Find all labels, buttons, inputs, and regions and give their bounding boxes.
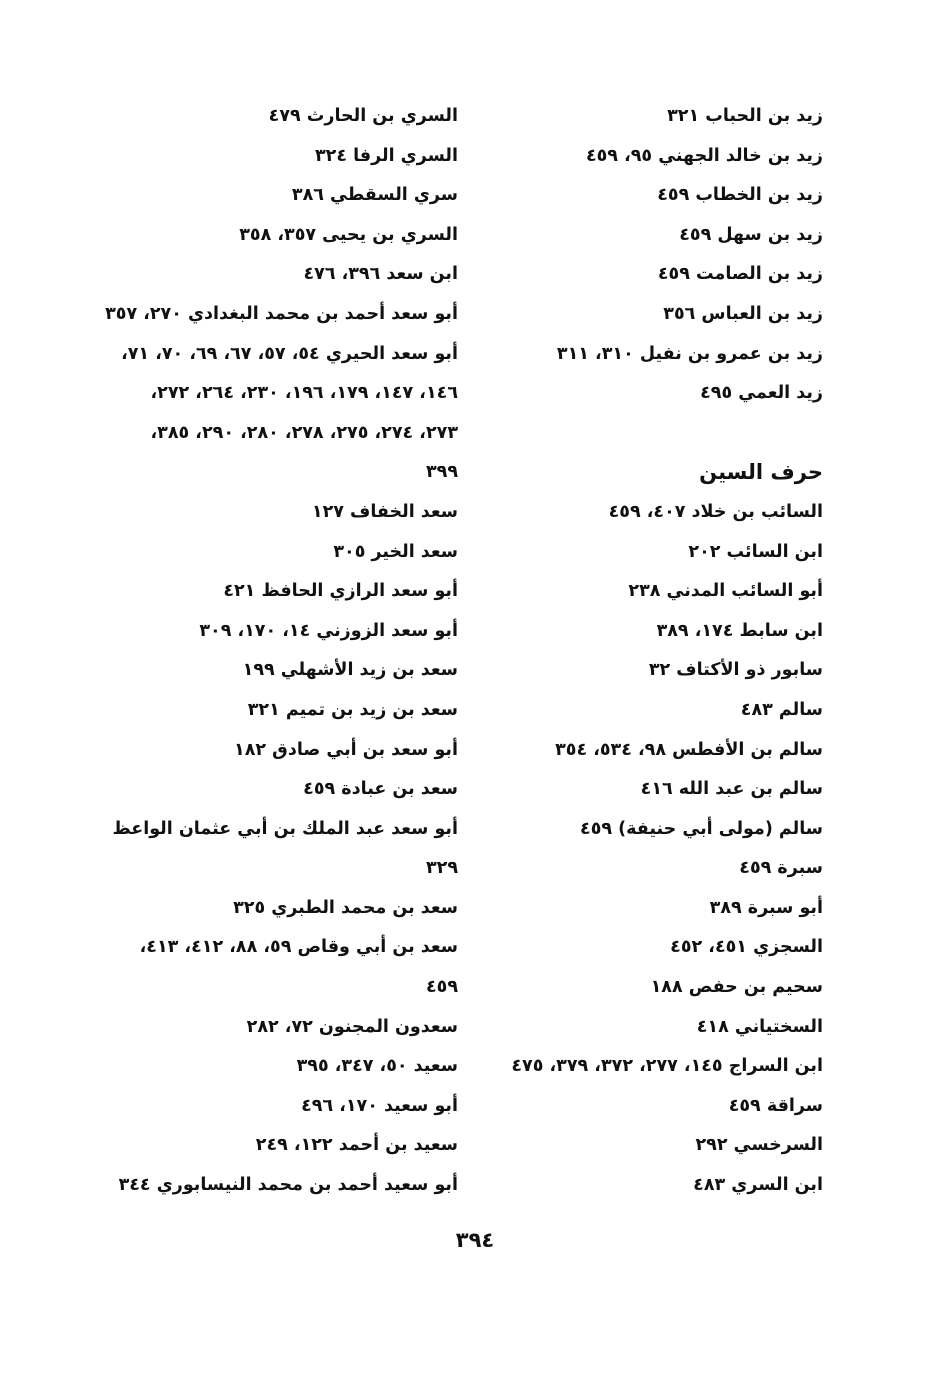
index-column-left <box>78 97 458 1206</box>
index-entry-continuation: ١٤٦، ١٤٧، ١٧٩، ١٩٦، ٢٣٠، ٢٦٤، ٢٧٢، <box>150 383 458 404</box>
index-entry: أبو سبرة ٣٨٩ <box>709 897 823 918</box>
index-entry: زيد بن الصامت ٤٥٩ <box>657 264 823 285</box>
index-entry: أبو سعد بن أبي صادق ١٨٢ <box>234 739 458 760</box>
index-entry: السختياني ٤١٨ <box>696 1016 823 1037</box>
section-spacer <box>493 414 823 454</box>
index-entry: سعيد بن أحمد ١٢٢، ٢٤٩ <box>255 1135 458 1156</box>
section-heading: حرف السين <box>699 460 823 485</box>
index-entry: سحيم بن حفص ١٨٨ <box>650 977 823 998</box>
index-entry: السجزي ٤٥١، ٤٥٢ <box>670 937 823 958</box>
index-entry: سالم بن عبد الله ٤١٦ <box>640 779 823 800</box>
index-entry: زيد بن عمرو بن نفيل ٣١٠، ٣١١ <box>556 343 823 364</box>
page-number: ٣٩٤ <box>455 1228 495 1252</box>
index-entry: سعيد ٥٠، ٣٤٧، ٣٩٥ <box>296 1056 458 1077</box>
index-entry-continuation: ٢٧٣، ٢٧٤، ٢٧٥، ٢٧٨، ٢٨٠، ٢٩٠، ٣٨٥، <box>150 422 458 443</box>
index-entry: سعد الخير ٣٠٥ <box>333 541 458 562</box>
index-entry: زيد بن خالد الجهني ٩٥، ٤٥٩ <box>585 145 823 166</box>
index-entry: السائب بن خلاد ٤٠٧، ٤٥٩ <box>608 501 823 522</box>
index-entry: سالم بن الأفطس ٩٨، ٥٣٤، ٣٥٤ <box>555 739 823 760</box>
index-entry: السري بن يحيى ٣٥٧، ٣٥٨ <box>239 224 458 245</box>
index-entry: سابور ذو الأكتاف ٣٢ <box>648 660 823 681</box>
index-entry: السرخسي ٢٩٢ <box>695 1135 823 1156</box>
index-entry: السري بن الحارث ٤٧٩ <box>268 106 458 126</box>
index-entry-continuation: ٣٩٩ <box>425 462 458 483</box>
index-entry: سري السقطي ٣٨٦ <box>291 185 458 206</box>
index-entry: زيد بن الحباب ٣٢١ <box>667 106 823 126</box>
index-entry: سعد بن زيد الأشهلي ١٩٩ <box>242 660 458 681</box>
index-entry: سراقة ٤٥٩ <box>728 1095 823 1116</box>
index-entry: أبو السائب المدني ٢٣٨ <box>628 581 823 602</box>
index-entry: زيد بن العباس ٣٥٦ <box>663 303 823 324</box>
index-entry-continuation: ٣٢٩ <box>425 858 458 879</box>
index-entry: سعد بن أبي وقاص ٥٩، ٨٨، ٤١٢، ٤١٣، <box>139 937 458 958</box>
index-entry: زيد بن الخطاب ٤٥٩ <box>657 185 823 206</box>
index-entry: أبو سعيد أحمد بن محمد النيسابوري ٣٤٤ <box>118 1175 458 1196</box>
index-entry: سالم (مولى أبي حنيفة) ٤٥٩ <box>580 818 823 839</box>
index-entry: زيد بن سهل ٤٥٩ <box>679 224 823 245</box>
index-entry: سعد الخفاف ١٢٧ <box>311 501 458 522</box>
index-entry: ابن السراج ١٤٥، ٢٧٧، ٣٧٢، ٣٧٩، ٤٧٥ <box>511 1056 823 1077</box>
index-entry: سعد بن عبادة ٤٥٩ <box>303 779 458 800</box>
index-entry: سبرة ٤٥٩ <box>739 858 823 879</box>
index-entry: أبو سعد الحيري ٥٤، ٥٧، ٦٧، ٦٩، ٧٠، ٧١، <box>121 343 458 364</box>
index-entry: سعد بن زيد بن تميم ٣٢١ <box>247 699 458 720</box>
index-entry: سعدون المجنون ٧٢، ٢٨٢ <box>246 1016 458 1037</box>
index-entry: ابن سابط ١٧٤، ٣٨٩ <box>656 620 823 641</box>
index-entry: أبو سعد الزوزني ١٤، ١٧٠، ٣٠٩ <box>199 620 458 641</box>
index-column-right <box>493 97 823 1206</box>
index-entry-continuation: ٤٥٩ <box>425 977 458 998</box>
index-entry: أبو سعد عبد الملك بن أبي عثمان الواعظ <box>112 818 458 839</box>
index-entry: زيد العمي ٤٩٥ <box>700 383 823 404</box>
index-entry: ابن السائب ٢٠٢ <box>688 541 823 562</box>
index-entry: أبو سعد الرازي الحافظ ٤٢١ <box>223 581 458 602</box>
index-entry: سعد بن محمد الطبري ٣٢٥ <box>233 897 458 918</box>
index-entry: أبو سعيد ١٧٠، ٤٩٦ <box>301 1095 458 1116</box>
index-entry: أبو سعد أحمد بن محمد البغدادي ٢٧٠، ٣٥٧ <box>105 303 458 324</box>
index-entry: ابن السري ٤٨٣ <box>693 1175 823 1196</box>
index-entry: السري الرفا ٣٢٤ <box>314 145 458 166</box>
index-entry: سالم ٤٨٣ <box>740 699 823 720</box>
index-entry: ابن سعد ٣٩٦، ٤٧٦ <box>303 264 458 285</box>
